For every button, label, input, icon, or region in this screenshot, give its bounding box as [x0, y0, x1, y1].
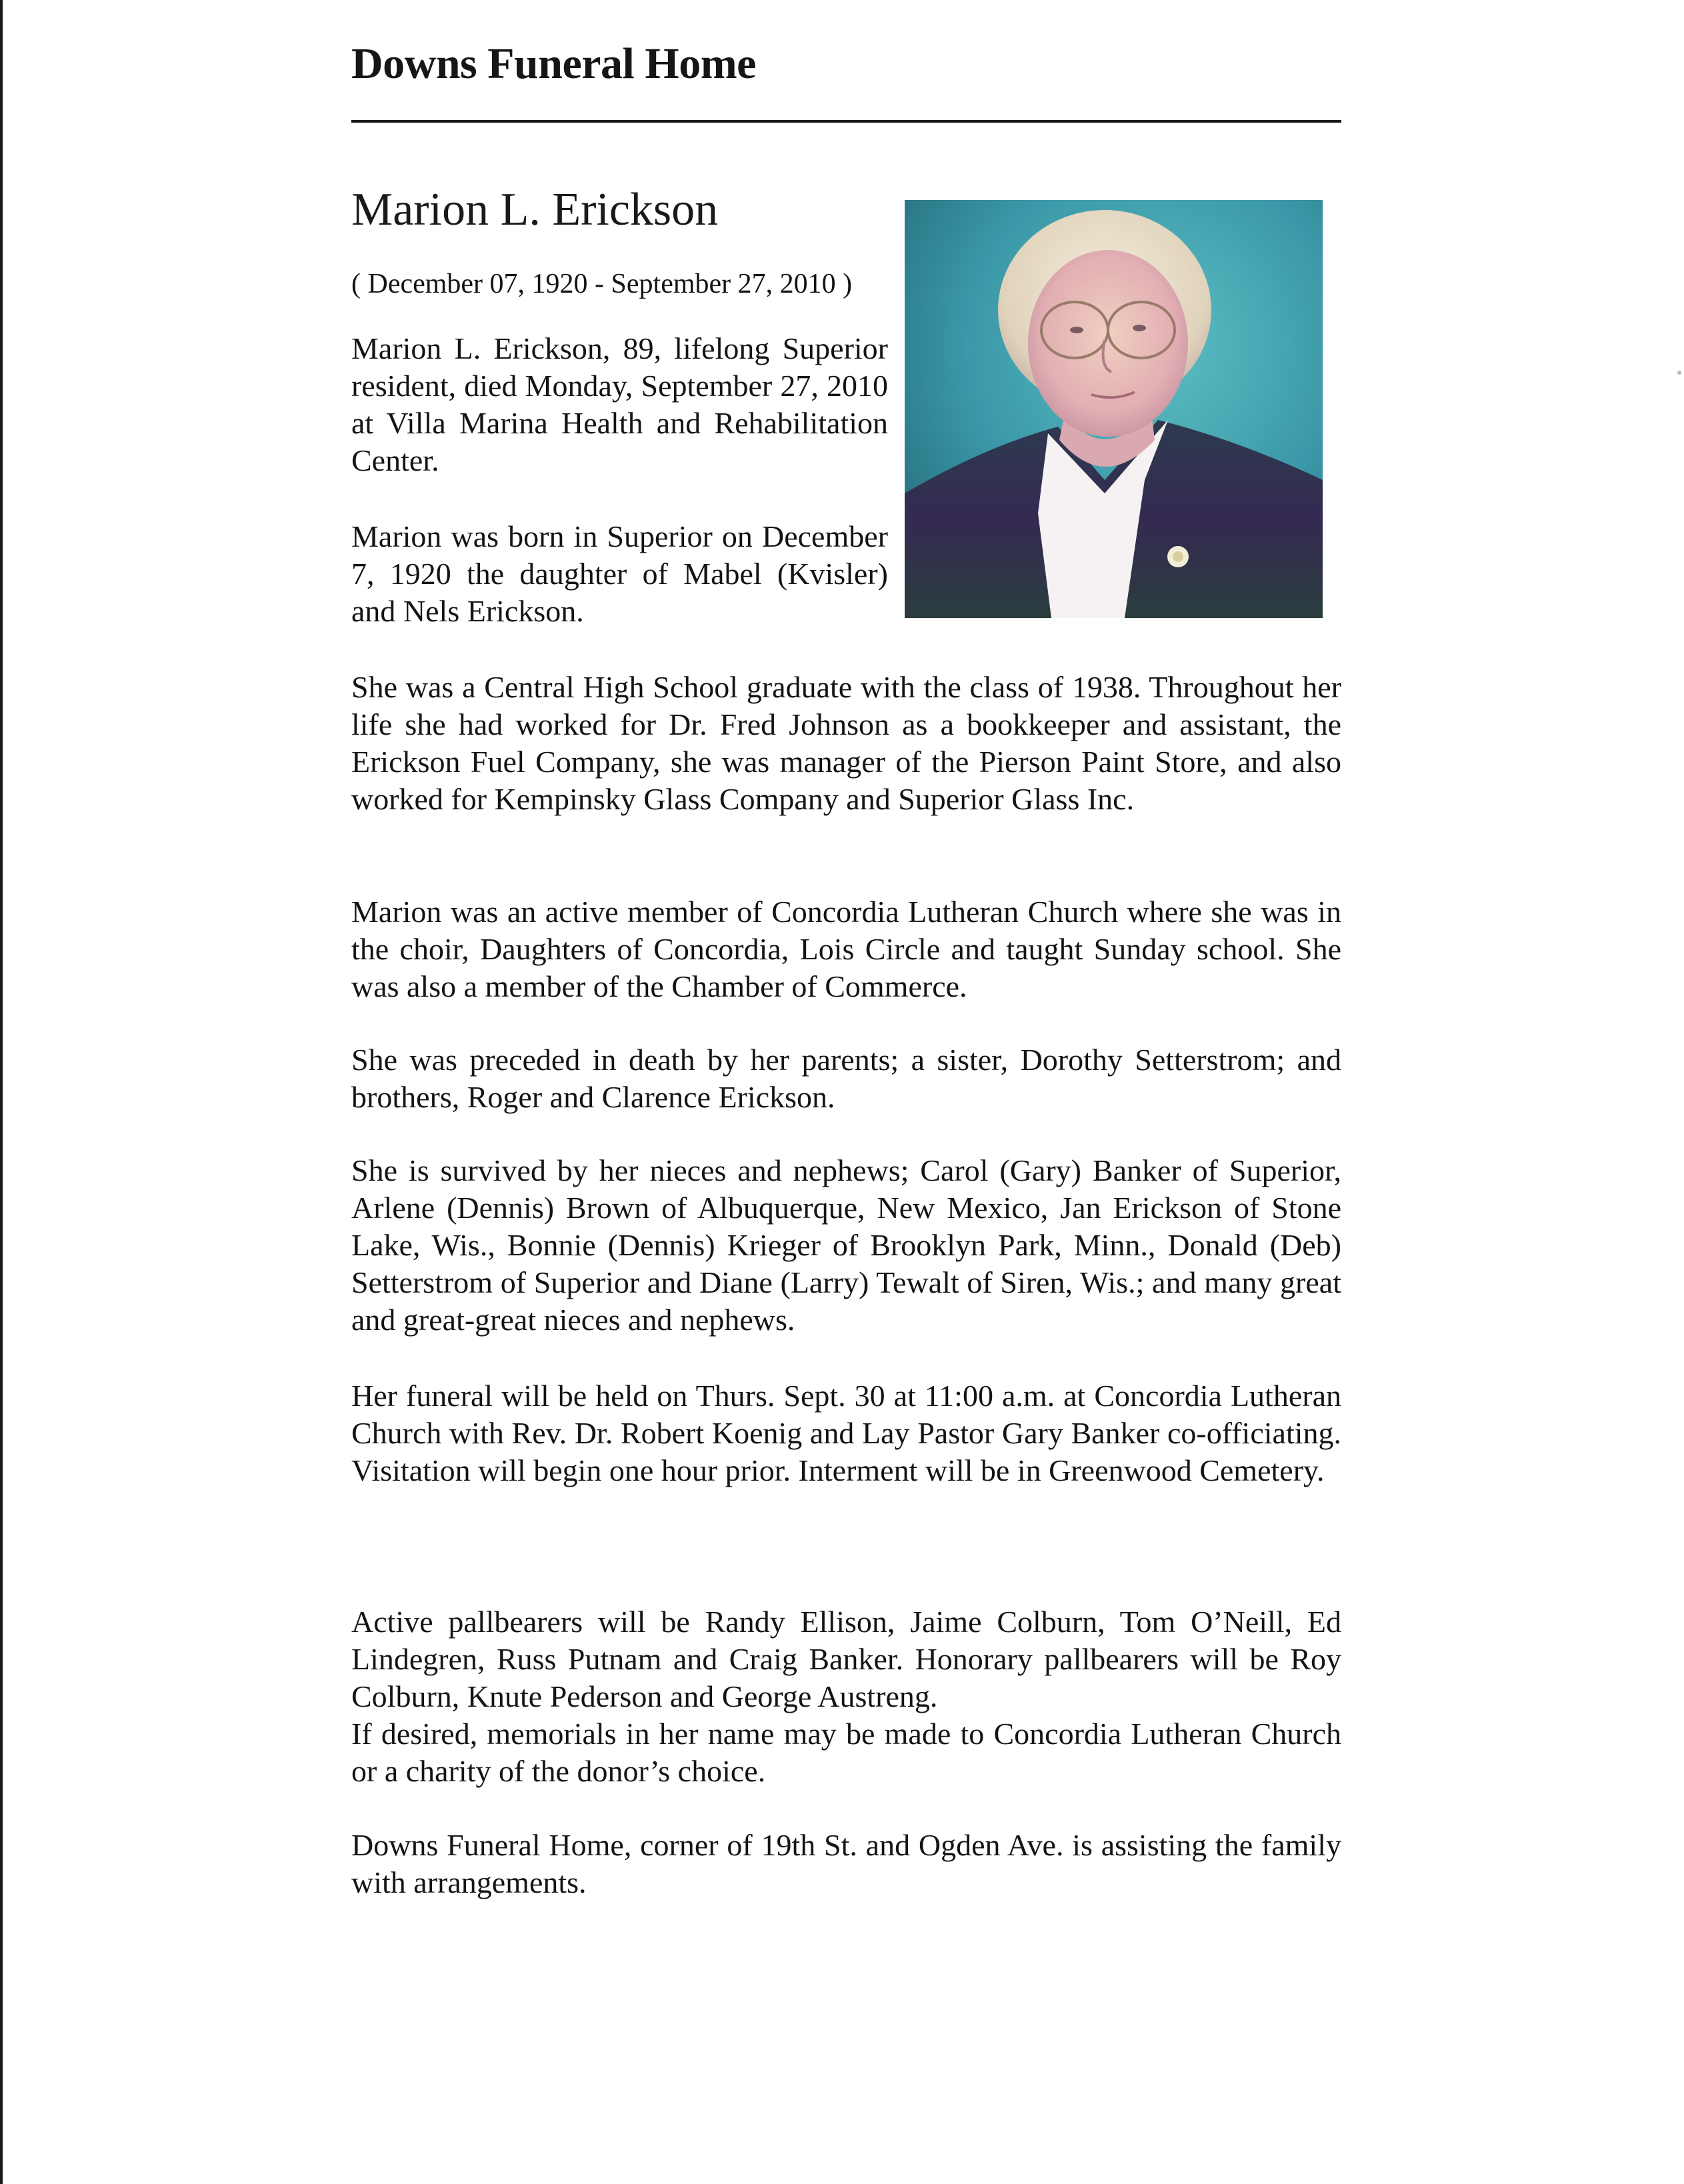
scan-edge-shadow: [0, 0, 3, 2184]
obituary-paragraph-death: Marion L. Erickson, 89, lifelong Superior resident, died Monday, September 27, 2010 at Villa Marina Health and Rehabilitation Center.: [351, 331, 888, 477]
funeral-home-title: Downs Funeral Home: [351, 39, 756, 88]
portrait-photo: [905, 200, 1323, 618]
obituary-paragraph-funeral: Her funeral will be held on Thurs. Sept. 30 at 11:00 a.m. at Concordia Lutheran Church with Rev. Dr. Robert Koenig and Lay Pastor Gary Banker co-officiating. Visitation will begin one hour prior. Interment will be in Greenwood Cemetery.: [351, 1379, 1341, 1487]
obituary-paragraph-birth: Marion was born in Superior on December 7, 1920 the daughter of Mabel (Kvisler) and Nels Erickson.: [351, 519, 888, 628]
deceased-name: Marion L. Erickson: [351, 184, 719, 235]
obituary-paragraph-survived: She is survived by her nieces and nephews; Carol (Gary) Banker of Superior, Arlene (Dennis) Brown of Albuquerque, New Mexico, Jan Erickson of Stone Lake, Wis., Bonnie (Dennis) Krieger of Brooklyn Park, Minn., Donald (Deb) Setterstrom of Superior and Diane (Larry) Tewalt of Siren, Wis.; and many great and great-great nieces and nephews.: [351, 1153, 1341, 1337]
obituary-paragraph-memorials: If desired, memorials in her name may be made to Concordia Lutheran Church or a charity of the donor’s choice.: [351, 1717, 1341, 1788]
obituary-paragraph-preceded: She was preceded in death by her parents; a sister, Dorothy Setterstrom; and brothers, Roger and Clarence Erickson.: [351, 1043, 1341, 1114]
life-dates: ( December 07, 1920 - September 27, 2010 ): [351, 269, 853, 299]
obituary-paragraph-pallbearers: Active pallbearers will be Randy Ellison, Jaime Colburn, Tom O’Neill, Ed Lindegren, Russ Putnam and Craig Banker. Honorary pallbearers will be Roy Colburn, Knute Pederson and George Austreng.: [351, 1605, 1341, 1713]
obituary-paragraph-career: She was a Central High School graduate with the class of 1938. Throughout her life she had worked for Dr. Fred Johnson as a bookkeeper and assistant, the Erickson Fuel Company, she was manager of the Pierson Paint Store, and also worked for Kempinsky Glass Company and Superior Glass Inc.: [351, 670, 1341, 816]
scan-speck: [1677, 371, 1681, 375]
portrait-illustration-icon: [905, 200, 1323, 618]
obituary-paragraph-arrangements: Downs Funeral Home, corner of 19th St. and Ogden Ave. is assisting the family with arrangements.: [351, 1828, 1341, 1899]
obituary-paragraph-church: Marion was an active member of Concordia Lutheran Church where she was in the choir, Daughters of Concordia, Lois Circle and taught Sunday school. She was also a member of the Chamber of Commerce.: [351, 895, 1341, 1003]
header-divider: [351, 120, 1341, 123]
